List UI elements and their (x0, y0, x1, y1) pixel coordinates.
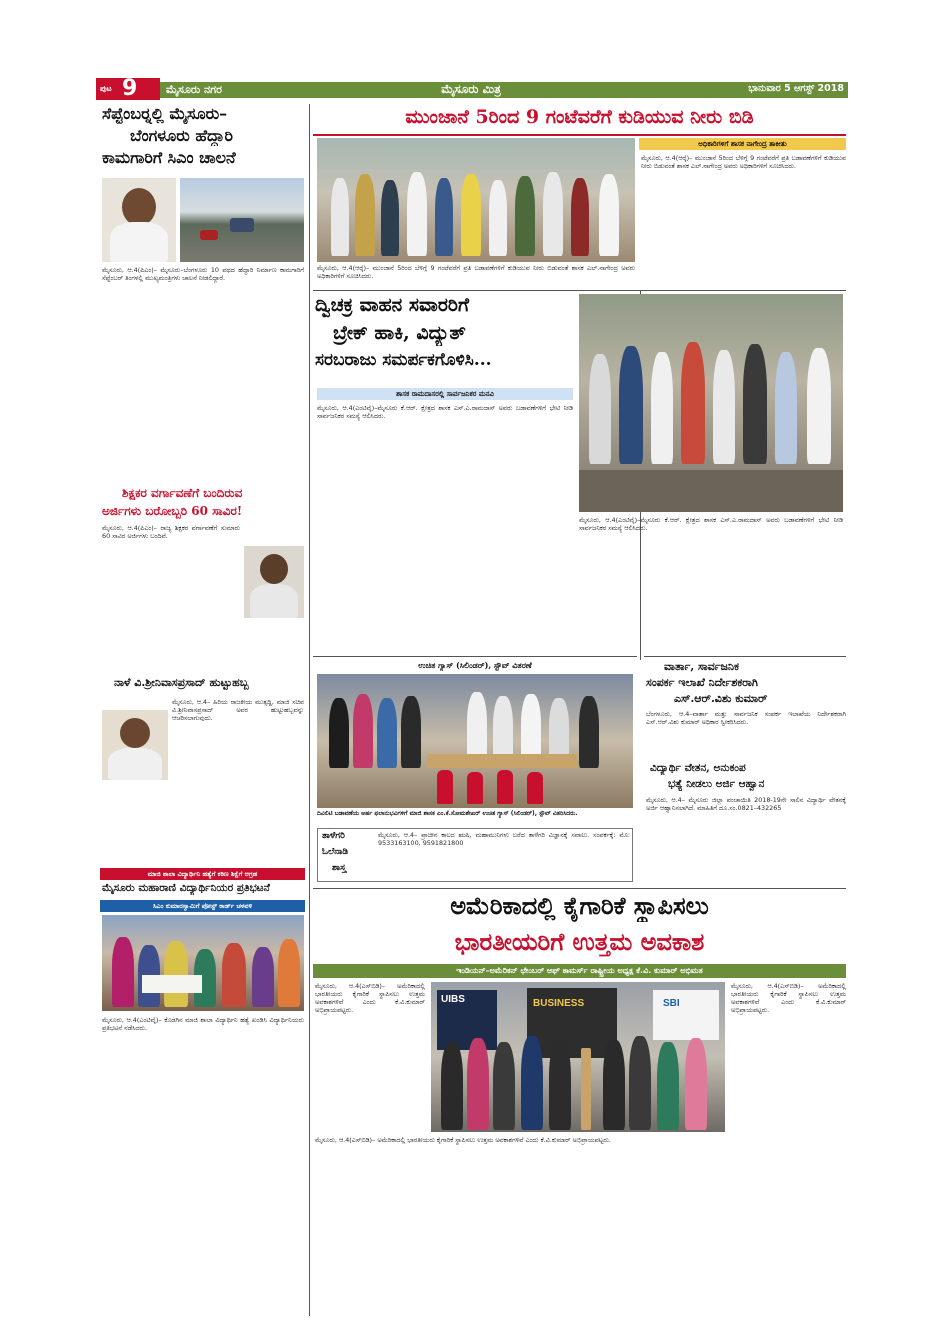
water-body-right: ಮೈಸೂರು, ಆ.4(ಆರ್‍ಕೆ)– ಮುಂಜಾನೆ 5ರಿಂದ ಬೆಳಿಗ್ಗೆ 9 ಗಂಟೆವರೆಗೆ ಪ್ರತಿ ಬಡಾವಣೆಗಳಿಗೆ ಕುಡಿಯುವ ನೀರು ಬಿಡುವಂತೆ ಶಾಸಕ ಎಲ್.ನಾಗೇಂದ್ರ ಅವರು ಅಧಿಕಾರಿಗಳಿಗೆ ಸೂಚಿಸಿದರು. (641, 154, 846, 171)
talegari-text: ಮೈಸೂರು, ಆ.4– ಪ್ರಾಚೀನ ಕಾಲದ ಋಷಿ, ಮಹಾಮುನಿಗಳು ಬರೆದ ತಾಳೆಗರಿ ವಿಜ್ಞಾನಕ್ಕೆ ಸವಾಲು. ಸಂಪರ್ಕಕ್ಕೆ: ಮೊ: 9533163100, 9591821800 (378, 831, 630, 848)
column-rule-left (309, 104, 310, 1316)
water-photo (317, 138, 635, 262)
electricity-body-lower: ಮೈಸೂರು, ಆ.4(ಎಂಟಿವೈ)–ಮೈಸೂರು ಕೆ.ಆರ್. ಕ್ಷೇತ್ರದ ಶಾಸಕ ಎಸ್.ಎ.ರಾಮದಾಸ್ ಅವರು ಬಡಾವಣೆಗಳಿಗೆ ಭೇಟಿ ನೀಡಿ ಸಾರ್ವಜನಿಕರ ಸಮಸ್ಯೆ ಆಲಿಸಿದರು. (579, 516, 843, 533)
birthday-headline: ನಾಳೆ ವಿ.ಶ್ರೀನಿವಾಸಪ್ರಸಾದ್ ಹುಟ್ಟುಹಬ್ಬ (114, 676, 249, 689)
information-headline-3: ಎಸ್.ಆರ್.ವಿಶು ಕುಮಾರ್ (674, 692, 768, 705)
electricity-strap: ಶಾಸಕ ರಾಮದಾಸರಲ್ಲಿ ಸಾರ್ವಜನಿಕರ ಮನವಿ (317, 388, 573, 400)
electricity-body-left: ಮೈಸೂರು, ಆ.4(ಎಂಟಿವೈ)–ಮೈಸೂರು ಕೆ.ಆರ್. ಕ್ಷೇತ್ರದ ಶಾಸಕ ಎಸ್.ಎ.ರಾಮದಾಸ್ ಅವರು ಬಡಾವಣೆಗಳಿಗೆ ಭೇಟಿ ನೀಡಿ ಸಾರ್ವಜನಿಕರ ಸಮಸ್ಯೆ ಆಲಿಸಿದರು. (317, 404, 573, 421)
water-strap: ಅಧಿಕಾರಿಗಳಿಗೆ ಶಾಸಕ ನಾಗೇಂದ್ರ ತಾಕೀತು (639, 138, 846, 150)
information-top-rule (644, 656, 846, 657)
teachers-headline-1: ಶಿಕ್ಷಕರ ವರ್ಗಾವಣೆಗೆ ಬಂದಿರುವ (122, 486, 243, 500)
birthday-story (100, 676, 305, 868)
issue-date: ಭಾನುವಾರ 5 ಆಗಸ್ಟ್ 2018 (748, 83, 844, 94)
students-strap: ಸಿಎಂ ಕುಮಾರಸ್ವಾಮಿಗೆ ಪೋಸ್ಟ್ ಕಾರ್ಡ್ ಚಳವಳಿ (100, 900, 305, 912)
america-body-left: ಮೈಸೂರು, ಆ.4(ಎಸ್‍ಬಿಡಿ)– ಅಮೆರಿಕಾದಲ್ಲಿ ಭಾರತೀಯರು ಕೈಗಾರಿಕೆ ಸ್ಥಾಪಿಸಲು ಉತ್ತಮ ಅವಕಾಶಗಳಿವೆ ಎಂದು ಕೆ.ವಿ.ಕುಮಾರ್ ಅಭಿಪ್ರಾಯಪಟ್ಟರು. (315, 982, 425, 1015)
page-number: 9 (122, 76, 138, 101)
students-kicker: ಮಾಜಿ ಶಾಲಾ ವಿದ್ಯಾರ್ಥಿನಿ ಹತ್ಯೆಗೆ ಕಠಿಣ ಶಿಕ್ಷೆಗೆ ಆಗ್ರಹ (100, 868, 305, 880)
gas-top-rule (313, 656, 637, 657)
electricity-story (313, 292, 846, 652)
information-body: ಬೆಂಗಳೂರು, ಆ.4–ವಾರ್ತಾ ಮತ್ತು ಸಾರ್ವಜನಿಕ ಸಂಪರ್ಕ ಇಲಾಖೆಯ ನಿರ್ದೇಶಕರಾಗಿ ಎಸ್.ಆರ್.ವಿಶು ಕುಮಾರ್ ಅಧಿಕಾರ ಸ್ವೀಕರಿಸಿದರು. (646, 710, 846, 727)
page-label: ಪುಟ (100, 84, 112, 93)
scholarship-story (644, 762, 846, 886)
highway-photo-portrait (102, 178, 176, 262)
gas-story (313, 656, 637, 884)
america-photo-sign-3: SBI (663, 998, 680, 1009)
gas-kicker: ಉಚಿತ ಗ್ಯಾಸ್ (ಸಿಲಿಂಡರ್), ಸ್ಟೌವ್ ವಿತರಣೆ (418, 660, 532, 670)
highway-body: ಮೈಸೂರು, ಆ.4(ಪಿಎಂ)– ಮೈಸೂರು–ಬೆಂಗಳೂರು 10 ಪಥದ ಹೆದ್ದಾರಿ ನಿರ್ಮಾಣ ಕಾಮಗಾರಿಗೆ ಸೆಪ್ಟೆಂಬರ್ ತಿಂಗಳಲ್ಲಿ ಮುಖ್ಯಮಂತ್ರಿಗಳು ಚಾಲನೆ ನೀಡಲಿದ್ದಾರೆ. (102, 266, 304, 283)
teachers-photo-portrait (244, 546, 304, 618)
scholarship-body: ಮೈಸೂರು, ಆ.4– ಮೈಸೂರು ಜಿಲ್ಲಾ ಪಂಚಾಯಿತಿ 2018-19ನೇ ಸಾಲಿನ ವಿದ್ಯಾರ್ಥಿ ವೇತನಕ್ಕೆ ಅರ್ಜಿ ಆಹ್ವಾನಿಸಲಾಗಿದೆ. ಮಾಹಿತಿಗೆ ದೂ.ಸಂ.0821–432265 (646, 796, 846, 813)
water-story (313, 104, 846, 264)
highway-photo-road (180, 178, 304, 262)
section-name: ಮೈಸೂರು ನಗರ (166, 83, 222, 96)
highway-headline-2: ಬೆಂಗಳೂರು ಹೆದ್ದಾರಿ (130, 126, 233, 145)
america-photo-sign-2: BUSINESS (533, 998, 585, 1009)
america-story (313, 890, 846, 1318)
students-photo (102, 915, 304, 1011)
talegari-title-3: ಶಾಸ್ತ್ರ (332, 863, 346, 873)
teachers-headline-2: ಅರ್ಜಿಗಳು ಬರೋಬ್ಬರಿ 60 ಸಾವಿರ! (102, 504, 243, 518)
talegari-title-2: ಓಲೆನಾಡಿ (322, 847, 349, 857)
america-body-right: ಮೈಸೂರು, ಆ.4(ಎಸ್‍ಬಿಡಿ)– ಅಮೆರಿಕಾದಲ್ಲಿ ಭಾರತೀಯರು ಕೈಗಾರಿಕೆ ಸ್ಥಾಪಿಸಲು ಉತ್ತಮ ಅವಕಾಶಗಳಿವೆ ಎಂದು ಕೆ.ವಿ.ಕುಮಾರ್ ಅಭಿಪ್ರಾಯಪಟ್ಟರು. (731, 982, 846, 1015)
highway-story (100, 104, 305, 484)
electricity-photo (579, 294, 843, 512)
gas-photo (317, 674, 633, 808)
birthday-photo-portrait (102, 710, 168, 780)
america-headline-1: ಅಮೆರಿಕಾದಲ್ಲಿ ಕೈಗಾರಿಕೆ ಸ್ಥಾಪಿಸಲು (450, 891, 709, 920)
highway-headline-3: ಕಾಮಗಾರಿಗೆ ಸಿಎಂ ಚಾಲನೆ (102, 148, 236, 167)
students-story (100, 868, 305, 1318)
america-photo-sign-1: UIBS (441, 994, 465, 1005)
talegari-box (317, 828, 633, 882)
information-headline-1: ವಾರ್ತಾ, ಸಾರ್ವಜನಿಕ (664, 660, 739, 673)
page-header (96, 78, 848, 100)
students-headline: ಮೈಸೂರು ಮಹಾರಾಣಿ ವಿದ್ಯಾರ್ಥಿನಿಯರ ಪ್ರತಿಭಟನೆ (102, 882, 270, 894)
page-badge (96, 78, 160, 100)
masthead: ಮೈಸೂರು ಮಿತ್ರ (441, 82, 501, 96)
information-story (644, 656, 846, 762)
america-strap: ಇಂಡಿಯನ್–ಅಮೆರಿಕನ್ ಛೇಂಬರ್ ಆಫ್ ಕಾಮರ್ಸ್ ರಾಷ್ಟ್ರೀಯ ಅಧ್ಯಕ್ಷ ಕೆ.ವಿ. ಕುಮಾರ್ ಅಭಿಮತ (313, 964, 846, 978)
electricity-headline-3: ಸರಬರಾಜು ಸಮರ್ಪಕಗೊಳಿಸಿ... (315, 350, 492, 370)
talegari-title-1: ತಾಳೆಗರಿ (322, 831, 345, 841)
scholarship-headline-2: ಭತ್ಯೆ ನೀಡಲು ಅರ್ಜಿ ಆಹ್ವಾನ (668, 778, 765, 790)
electricity-headline-2: ಬ್ರೇಕ್ ಹಾಕಿ, ವಿದ್ಯುತ್ (333, 322, 466, 344)
information-headline-2: ಸಂಪರ್ಕ ಇಲಾಖೆ ನಿರ್ದೇಶಕರಾಗಿ (646, 676, 758, 689)
water-headline-rule (313, 134, 846, 136)
america-top-rule (313, 888, 846, 889)
teachers-story (100, 486, 305, 674)
water-bottom-rule (313, 290, 846, 291)
students-body: ಮೈಸೂರು, ಆ.4(ಎಂಟಿವೈ)– ಕೊಡಗಿನ ಮಾಜಿ ಶಾಲಾ ವಿದ್ಯಾರ್ಥಿನಿ ಹತ್ಯೆ ಖಂಡಿಸಿ ವಿದ್ಯಾರ್ಥಿನಿಯರು ಪ್ರತಿಭಟನೆ ನಡೆಸಿದರು. (102, 1016, 304, 1033)
water-body-lower: ಮೈಸೂರು, ಆ.4(ಆರ್‍ಕೆ)– ಮುಂಜಾನೆ 5ರಿಂದ ಬೆಳಿಗ್ಗೆ 9 ಗಂಟೆವರೆಗೆ ಪ್ರತಿ ಬಡಾವಣೆಗಳಿಗೆ ಕುಡಿಯುವ ನೀರು ಬಿಡುವಂತೆ ಶಾಸಕ ಎಲ್.ನಾಗೇಂದ್ರ ಅವರು ಅಧಿಕಾರಿಗಳಿಗೆ ಸೂಚಿಸಿದರು. (317, 264, 635, 281)
america-headline-2: ಭಾರತೀಯರಿಗೆ ಉತ್ತಮ ಅವಕಾಶ (454, 927, 705, 956)
electricity-headline-1: ದ್ವಿಚಕ್ರ ವಾಹನ ಸವಾರರಿಗೆ (315, 294, 469, 316)
water-headline: ಮುಂಜಾನೆ 5ರಿಂದ 9 ಗಂಟೆವರೆಗೆ ಕುಡಿಯುವ ನೀರು ಬಿಡಿ (405, 106, 754, 128)
birthday-body: ಮೈಸೂರು, ಆ.4– ಹಿರಿಯ ರಾಜಕೀಯ ಮುತ್ಸದ್ದಿ, ಮಾಜಿ ಸಚಿವ ವಿ.ಶ್ರೀನಿವಾಸಪ್ರಸಾದ್ ಅವರ ಹುಟ್ಟುಹಬ್ಬವನ್ನು ಆಚರಿಸಲಾಗುವುದು. (172, 698, 304, 723)
scholarship-headline-1: ವಿದ್ಯಾರ್ಥಿ ವೇತನ, ಅನುಕಂಪ (650, 762, 746, 774)
gas-caption: ದಿವಿಲಿಟಿ ಬಡಾವಣೆಯ ಅರ್ಹ ಫಲಾನುಭವಿಗಳಿಗೆ ಮಾಜಿ ಶಾಸಕ ಎಂ.ಕೆ.ಸೋಮಶೇಖರ್ ಉಚಿತ ಗ್ಯಾಸ್ (ಸಿಲಿಂಡರ್), ಸ್ಟೌವ್ ವಿತರಿಸಿದರು. (317, 810, 578, 817)
highway-headline-1: ಸೆಪ್ಟೆಂಬರ್‍ನಲ್ಲಿ ಮೈಸೂರು– (102, 104, 228, 123)
america-photo (431, 982, 725, 1132)
america-body-lower: ಮೈಸೂರು, ಆ.4(ಎಸ್‍ಬಿಡಿ)– ಅಮೆರಿಕಾದಲ್ಲಿ ಭಾರತೀಯರು ಕೈಗಾರಿಕೆ ಸ್ಥಾಪಿಸಲು ಉತ್ತಮ ಅವಕಾಶಗಳಿವೆ ಎಂದು ಕೆ.ವಿ.ಕುಮಾರ್ ಅಭಿಪ್ರಾಯಪಟ್ಟರು. (315, 1136, 611, 1144)
teachers-body: ಮೈಸೂರು, ಆ.4(ಪಿಎಂ)– ರಾಜ್ಯ ಶಿಕ್ಷಕರ ವರ್ಗಾವಣೆಗೆ ಸುಮಾರು 60 ಸಾವಿರ ಅರ್ಜಿಗಳು ಬಂದಿವೆ. (102, 524, 240, 541)
